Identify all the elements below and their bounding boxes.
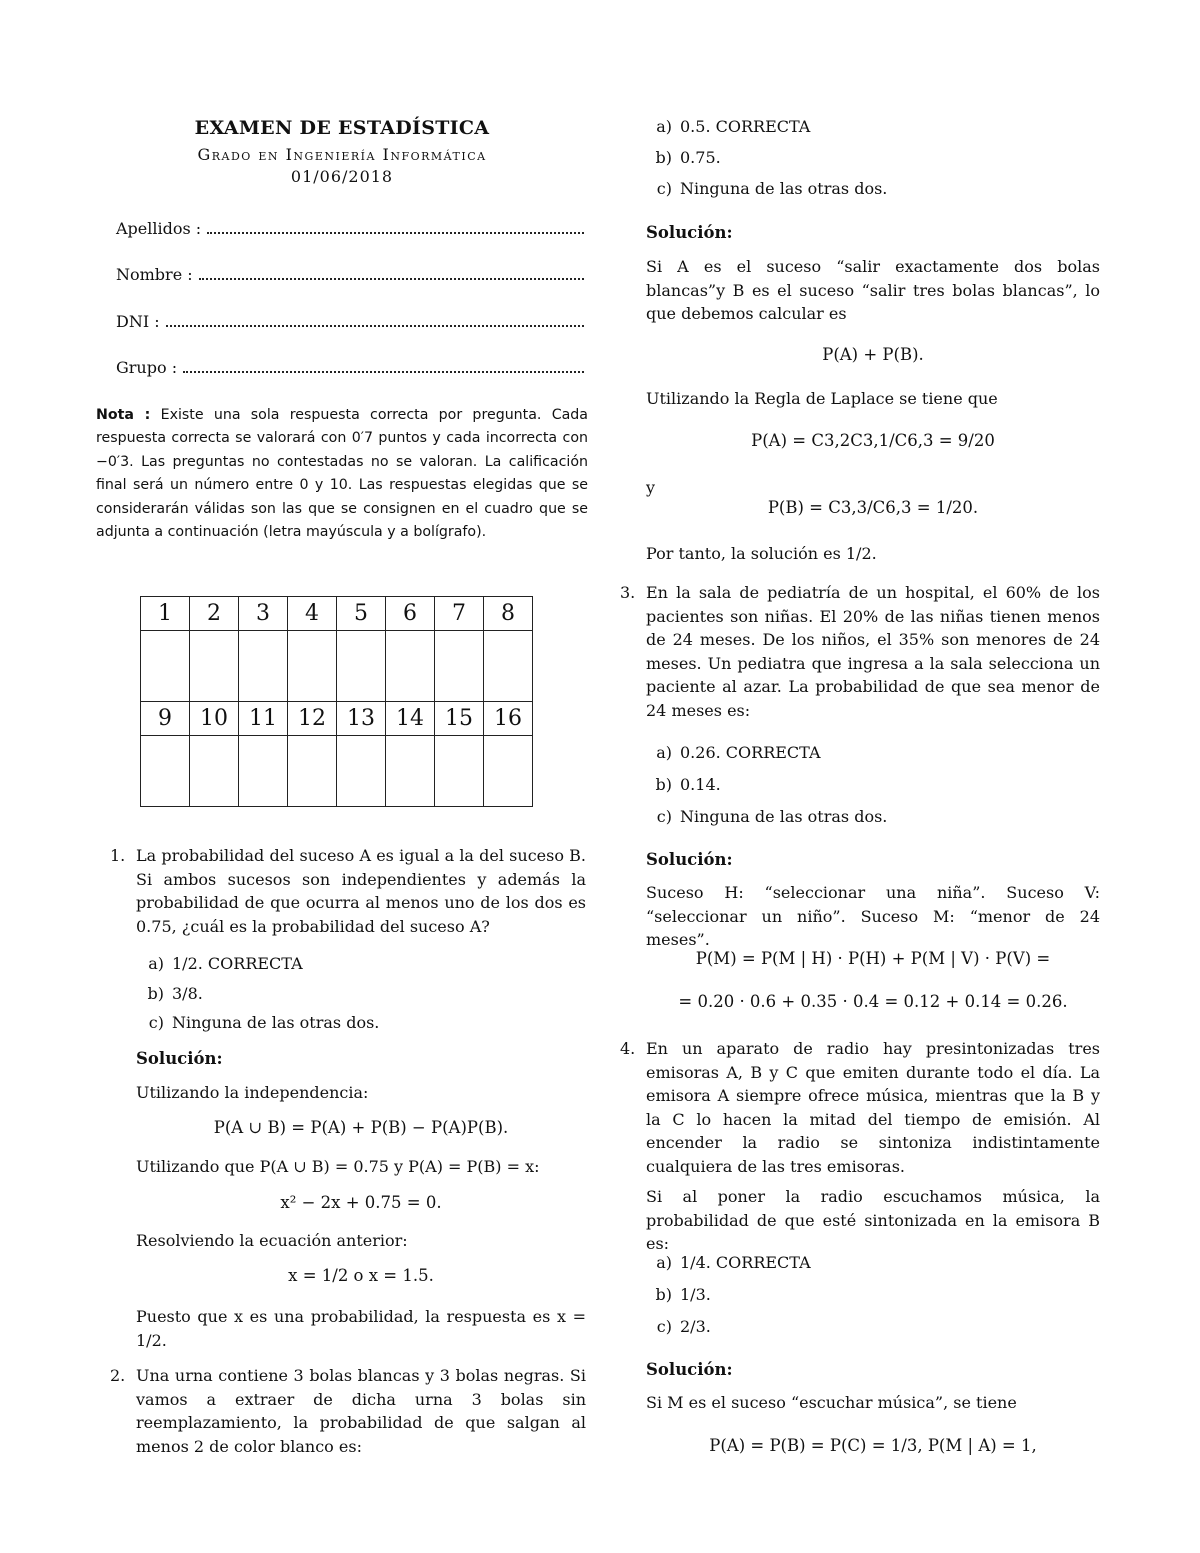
question-text: La probabilidad del suceso A es igual a la del suceso B. Si ambos sucesos son independientes y además la probabilidad de que ocurra al menos uno de los dos es 0.75, ¿cuál es la probabilidad del suceso A? bbox=[136, 846, 586, 936]
q1-equation: x² − 2x + 0.75 = 0. bbox=[280, 1193, 442, 1212]
grid-number: 10 bbox=[190, 702, 239, 736]
option-text: 2/3. bbox=[680, 1317, 711, 1336]
grid-number: 13 bbox=[337, 702, 386, 736]
field-grupo[interactable] bbox=[116, 358, 584, 377]
dotted-line bbox=[207, 222, 584, 234]
field-apellidos[interactable] bbox=[116, 219, 584, 238]
answer-box[interactable] bbox=[288, 631, 337, 702]
q2-option-a[interactable] bbox=[646, 117, 810, 136]
q4-equation: P(A) = P(B) = P(C) = 1/3, P(M | A) = 1, bbox=[709, 1436, 1037, 1455]
grid-number: 7 bbox=[435, 597, 484, 631]
q3-option-a[interactable] bbox=[646, 743, 821, 762]
dotted-line bbox=[199, 268, 584, 280]
q1-option-c[interactable] bbox=[138, 1013, 379, 1032]
question-3 bbox=[620, 581, 1100, 722]
dotted-line bbox=[183, 361, 584, 373]
field-label: Apellidos : bbox=[116, 219, 202, 238]
grid-number: 11 bbox=[239, 702, 288, 736]
option-letter: a) bbox=[656, 117, 672, 136]
question-4-text-2: Si al poner la radio escuchamos música, la probabilidad de que esté sintonizada en la emisora B es: bbox=[646, 1187, 1100, 1253]
answer-box[interactable] bbox=[239, 631, 288, 702]
answer-box[interactable] bbox=[386, 736, 435, 807]
grid-number: 16 bbox=[484, 702, 533, 736]
field-nombre[interactable] bbox=[116, 265, 584, 284]
nota-text: Existe una sola respuesta correcta por pregunta. Cada respuesta correcta se valorará con 0′7 puntos y cada incorrecta con −0′3. Las preguntas no contestadas no se valoran. La calificación final será un número entre 0 y 10. Las respuestas elegidas que se considerarán válidas son las que se consignen en el cuadro que se adjunta a continuación (letra mayúscula y a bolígrafo). bbox=[96, 407, 589, 541]
q4-option-c[interactable] bbox=[646, 1317, 711, 1336]
answer-box[interactable] bbox=[484, 736, 533, 807]
q1-solution-text: Resolviendo la ecuación anterior: bbox=[136, 1231, 408, 1250]
option-letter: c) bbox=[656, 1317, 672, 1336]
question-number: 1. bbox=[110, 846, 126, 865]
option-text: 1/4. CORRECTA bbox=[680, 1253, 811, 1272]
q3-option-b[interactable] bbox=[646, 775, 721, 794]
option-text: 1/2. CORRECTA bbox=[172, 954, 303, 973]
dotted-line bbox=[166, 315, 584, 327]
option-text: 3/8. bbox=[172, 984, 203, 1003]
answer-grid-top bbox=[140, 596, 533, 807]
q3-solution-text: Suceso H: “seleccionar una niña”. Suceso V: “seleccionar un niño”. Suceso M: “menor de 24 meses”. bbox=[646, 883, 1100, 949]
answer-box[interactable] bbox=[190, 736, 239, 807]
q3-equation: = 0.20 · 0.6 + 0.35 · 0.4 = 0.12 + 0.14 = 0.26. bbox=[678, 992, 1068, 1011]
q1-solution-label: Solución: bbox=[136, 1049, 223, 1068]
option-text: Ninguna de las otras dos. bbox=[680, 179, 888, 198]
q2-option-c[interactable] bbox=[646, 179, 887, 198]
q1-option-b[interactable] bbox=[138, 984, 203, 1003]
option-text: 0.14. bbox=[680, 775, 721, 794]
option-letter: c) bbox=[148, 1013, 164, 1032]
question-text: En un aparato de radio hay presintonizadas tres emisoras A, B y C que emiten durante todo el día. La emisora A siempre ofrece música, mientras que la B y la C lo hacen la mitad del tiempo de emisión. Al encender la radio se sintoniza indistintamente cualquiera de las tres emisoras. bbox=[646, 1039, 1100, 1176]
option-letter: b) bbox=[147, 984, 164, 1003]
q4-solution-text: Si M es el suceso “escuchar música”, se tiene bbox=[646, 1393, 1017, 1412]
q3-option-c[interactable] bbox=[646, 807, 887, 826]
q1-solution-text: Utilizando la independencia: bbox=[136, 1083, 369, 1102]
option-letter: c) bbox=[656, 179, 672, 198]
q2-solution-text: y bbox=[646, 478, 656, 497]
option-text: Ninguna de las otras dos. bbox=[172, 1013, 380, 1032]
q2-option-b[interactable] bbox=[646, 148, 721, 167]
question-number: 2. bbox=[110, 1366, 126, 1385]
grid-number: 15 bbox=[435, 702, 484, 736]
grid-number: 12 bbox=[288, 702, 337, 736]
grid-number: 3 bbox=[239, 597, 288, 631]
q3-equation: P(M) = P(M | H) · P(H) + P(M | V) · P(V) = bbox=[695, 949, 1051, 968]
q2-solution-text: Utilizando la Regla de Laplace se tiene que bbox=[646, 389, 998, 408]
option-letter: b) bbox=[655, 775, 672, 794]
question-number: 3. bbox=[620, 583, 636, 602]
answer-box[interactable] bbox=[435, 631, 484, 702]
option-letter: a) bbox=[656, 1253, 672, 1272]
option-letter: a) bbox=[148, 954, 164, 973]
grid-number: 6 bbox=[386, 597, 435, 631]
answer-box[interactable] bbox=[435, 736, 484, 807]
q2-solution-text: Por tanto, la solución es 1/2. bbox=[646, 544, 877, 563]
q2-equation: P(B) = C3,3/C6,3 = 1/20. bbox=[767, 498, 979, 517]
q3-solution-label: Solución: bbox=[646, 850, 733, 869]
answer-box[interactable] bbox=[190, 631, 239, 702]
option-text: 1/3. bbox=[680, 1285, 711, 1304]
answer-box[interactable] bbox=[386, 631, 435, 702]
q1-equation: P(A ∪ B) = P(A) + P(B) − P(A)P(B). bbox=[213, 1118, 509, 1137]
q2-equation: P(A) + P(B). bbox=[822, 345, 924, 364]
nota-paragraph bbox=[96, 404, 588, 544]
exam-date: 01/06/2018 bbox=[290, 167, 394, 186]
nota-label: Nota : bbox=[96, 407, 151, 423]
grid-number: 8 bbox=[484, 597, 533, 631]
q2-solution-label: Solución: bbox=[646, 223, 733, 242]
grid-number: 2 bbox=[190, 597, 239, 631]
answer-box[interactable] bbox=[288, 736, 337, 807]
answer-box[interactable] bbox=[239, 736, 288, 807]
question-2 bbox=[110, 1364, 586, 1458]
field-label: DNI : bbox=[116, 312, 160, 331]
option-letter: b) bbox=[655, 148, 672, 167]
option-text: 0.75. bbox=[680, 148, 721, 167]
q1-solution-text: Utilizando que P(A ∪ B) = 0.75 y P(A) = P(B) = x: bbox=[136, 1157, 540, 1176]
field-dni[interactable] bbox=[116, 312, 584, 331]
question-number: 4. bbox=[620, 1039, 636, 1058]
q1-equation: x = 1/2 o x = 1.5. bbox=[288, 1266, 434, 1285]
option-text: Ninguna de las otras dos. bbox=[680, 807, 888, 826]
q4-solution-label: Solución: bbox=[646, 1360, 733, 1379]
option-letter: a) bbox=[656, 743, 672, 762]
grid-number: 4 bbox=[288, 597, 337, 631]
q2-equation: P(A) = C3,2C3,1/C6,3 = 9/20 bbox=[751, 431, 995, 450]
exam-subtitle: Grado en Ingeniería Informática bbox=[197, 145, 487, 164]
q2-solution-text: Si A es el suceso “salir exactamente dos bolas blancas”y B es el suceso “salir tres bolas blancas”, lo que debemos calcular es bbox=[646, 257, 1100, 323]
question-text: En la sala de pediatría de un hospital, el 60% de los pacientes son niñas. El 20% de las niñas tienen menos de 24 meses. De los niños, el 35% son menores de 24 meses. Un pediatra que ingresa a la sala selecciona un paciente al azar. La probabilidad de que sea menor de 24 meses es: bbox=[646, 583, 1100, 720]
exam-title: EXAMEN DE ESTADÍSTICA bbox=[194, 117, 490, 139]
question-text: Una urna contiene 3 bolas blancas y 3 bolas negras. Si vamos a extraer de dicha urna 3 bolas sin reemplazamiento, la probabilidad de que salgan al menos 2 de color blanco es: bbox=[136, 1366, 586, 1456]
grid-number: 5 bbox=[337, 597, 386, 631]
option-text: 0.5. CORRECTA bbox=[680, 117, 811, 136]
field-label: Nombre : bbox=[116, 265, 193, 284]
answer-box[interactable] bbox=[141, 631, 190, 702]
option-letter: b) bbox=[655, 1285, 672, 1304]
question-1 bbox=[110, 844, 586, 938]
answer-box[interactable] bbox=[337, 631, 386, 702]
field-label: Grupo : bbox=[116, 358, 178, 377]
option-text: 0.26. CORRECTA bbox=[680, 743, 821, 762]
grid-number: 1 bbox=[141, 597, 190, 631]
q1-option-a[interactable] bbox=[138, 954, 303, 973]
answer-box[interactable] bbox=[337, 736, 386, 807]
answer-box[interactable] bbox=[484, 631, 533, 702]
answer-box[interactable] bbox=[141, 736, 190, 807]
grid-number: 14 bbox=[386, 702, 435, 736]
question-4 bbox=[620, 1037, 1100, 1178]
grid-number: 9 bbox=[141, 702, 190, 736]
q4-option-b[interactable] bbox=[646, 1285, 711, 1304]
q1-solution-text: Puesto que x es una probabilidad, la respuesta es x = 1/2. bbox=[136, 1307, 586, 1350]
q4-option-a[interactable] bbox=[646, 1253, 811, 1272]
option-letter: c) bbox=[656, 807, 672, 826]
